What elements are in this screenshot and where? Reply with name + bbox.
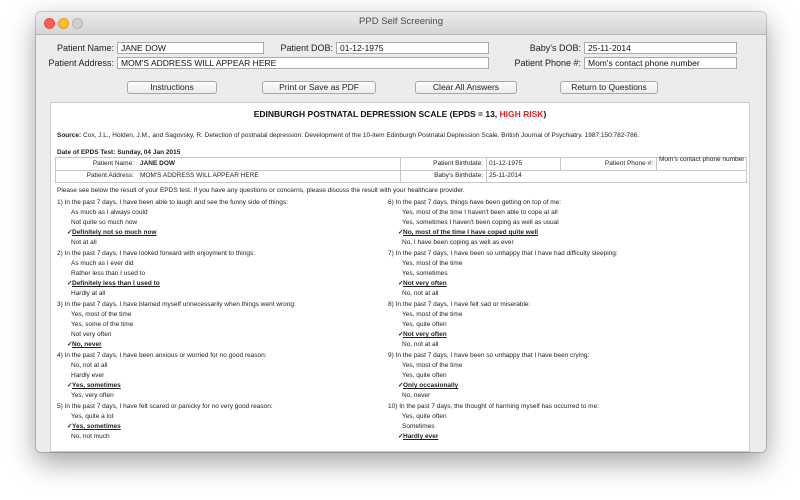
report-baby-birthdate-label: Baby's Birthdate: — [434, 172, 483, 179]
question-text: 8) In the past 7 days, I have felt sad or miserable: — [388, 301, 531, 308]
question-9 — [388, 351, 708, 401]
print-save-pdf-button[interactable]: Print or Save as PDF — [262, 81, 376, 94]
report-title: EDINBURGH POSTNATAL DEPRESSION SCALE (EPDS = 13, HIGH RISK) — [253, 109, 547, 119]
answer-option: As much as I ever did — [71, 260, 134, 267]
answer-option: Yes, most of the time — [71, 311, 132, 318]
answer-option: No, I have been coping as well as ever — [402, 239, 514, 246]
answer-option: Sometimes — [402, 423, 435, 430]
report-patient-birthdate-label: Patient Birthdate: — [433, 160, 483, 167]
source-citation: Source: Cox, J.L., Holden, J.M., and Sagovsky, R. Detection of postnatal depression: Development of the 10-item Edinburgh Postnatal Depression Scale. British Journal of Psychiatry. 1987;150:782-786. — [57, 132, 640, 139]
checkmark-icon: ✓ — [398, 229, 404, 236]
return-to-questions-button[interactable]: Return to Questions — [560, 81, 658, 94]
answer-option: Not quite so much now — [71, 219, 138, 226]
checkmark-icon: ✓ — [67, 229, 73, 236]
selected-answer — [57, 422, 377, 432]
question-text: 1) In the past 7 days, I have been able to laugh and see the funny side of things: — [57, 199, 288, 206]
selected-answer — [388, 381, 708, 391]
checkmark-icon: ✓ — [398, 433, 404, 440]
window-title: PPD Self Screening — [359, 16, 443, 27]
answer-option: Yes, quite often — [402, 321, 447, 328]
question-2 — [57, 249, 377, 299]
question-8 — [388, 300, 708, 350]
answer-option: Not at all — [71, 239, 97, 246]
question-3 — [57, 300, 377, 350]
patient-address-field[interactable]: MOM'S ADDRESS WILL APPEAR HERE — [117, 57, 489, 69]
report-intro: Please see below the result of your EPDS test. If you have any questions or concerns, please discuss the result with your healthcare provider. — [57, 187, 465, 194]
checkmark-icon: ✓ — [67, 382, 73, 389]
report-patient-phone: Mom's contact phone number — [659, 156, 745, 163]
selected-answer — [388, 432, 708, 442]
selected-answer — [57, 381, 377, 391]
answer-label: No, most of the time I have coped quite well — [403, 229, 539, 236]
question-7 — [388, 249, 708, 299]
patient-dob-label: Patient DOB: — [280, 43, 333, 53]
instructions-button[interactable]: Instructions — [127, 81, 217, 94]
report-patient-phone-label: Patient Phone #: — [604, 160, 653, 167]
question-text: 4) In the past 7 days, I have been anxious or worried for no good reason: — [57, 352, 267, 359]
answer-option: No, never — [402, 392, 431, 399]
answer-option: Hardly ever — [71, 372, 105, 379]
report-patient-address-label: Patient Address: — [86, 172, 134, 179]
answer-option: No, not at all — [402, 341, 439, 348]
answer-option: Yes, most of the time — [402, 260, 463, 267]
risk-label: HIGH RISK — [499, 109, 544, 119]
checkmark-icon: ✓ — [67, 423, 73, 430]
answer-option: Yes, quite often — [402, 372, 447, 379]
answer-option: No, not much — [71, 433, 110, 440]
answer-option: Yes, sometimes I haven't been coping as well as usual — [402, 219, 559, 226]
patient-name-label: Patient Name: — [56, 43, 114, 53]
question-text: 5) In the past 7 days, I have felt scared or panicky for no very good reason: — [57, 403, 273, 410]
report-document[interactable] — [50, 102, 750, 452]
question-text: 6) In the past 7 days, things have been getting on top of me: — [388, 199, 562, 206]
report-patient-name: JANE DOW — [140, 160, 176, 167]
checkmark-icon: ✓ — [398, 382, 404, 389]
checkmark-icon: ✓ — [398, 280, 404, 287]
answer-option: No, not at all — [71, 362, 108, 369]
question-4 — [57, 351, 377, 401]
selected-answer — [57, 279, 377, 289]
answer-option: Not very often — [71, 331, 112, 338]
checkmark-icon: ✓ — [67, 280, 73, 287]
clear-all-answers-button[interactable]: Clear All Answers — [415, 81, 517, 94]
selected-answer — [57, 340, 377, 350]
question-6 — [388, 198, 708, 248]
baby-dob-label: Baby's DOB: — [529, 43, 581, 53]
report-baby-birthdate: 25-11-2014 — [489, 172, 522, 179]
report-patient-address: MOM'S ADDRESS WILL APPEAR HERE — [140, 172, 259, 179]
answer-option: Yes, sometimes — [402, 270, 448, 277]
answer-label: Definitely not so much now — [72, 229, 157, 236]
patient-name-field[interactable]: JANE DOW — [117, 42, 264, 54]
answer-option: Yes, quite a lot — [71, 413, 114, 420]
answer-option: Yes, quite often — [402, 413, 447, 420]
answer-option: Yes, some of the time — [71, 321, 134, 328]
selected-answer — [388, 279, 708, 289]
report-patient-name-label: Patient Name: — [92, 160, 134, 167]
checkmark-icon: ✓ — [67, 341, 73, 348]
patient-dob-field[interactable]: 01-12-1975 — [336, 42, 489, 54]
answer-option: Yes, most of the time I haven't been able to cope at all — [402, 209, 558, 216]
answer-option: As much as I always could — [71, 209, 148, 216]
report-patient-birthdate: 01-12-1975 — [489, 160, 523, 167]
question-text: 7) In the past 7 days, I have been so unhappy that I have had difficulty sleeping: — [388, 250, 618, 257]
test-date: Date of EPDS Test: Sunday, 04 Jan 2015 — [57, 149, 181, 156]
question-10 — [388, 402, 708, 442]
question-text: 3) In the past 7 days, I have blamed myself unnecessarily when things went wrong: — [57, 301, 296, 308]
answer-label: Not very often — [403, 280, 447, 287]
question-5 — [57, 402, 377, 442]
title-bar — [36, 12, 766, 35]
answer-label: Definitely less than I used to — [72, 280, 160, 287]
question-text: 9) In the past 7 days, I have been so unhappy that I have been crying: — [388, 352, 590, 359]
answer-option: Yes, most of the time — [402, 362, 463, 369]
checkmark-icon: ✓ — [398, 331, 404, 338]
answer-label: No, never — [72, 341, 102, 348]
selected-answer — [57, 228, 377, 238]
answer-option: Rather less than I used to — [71, 270, 146, 277]
answer-label: Not very often — [403, 331, 447, 338]
patient-info-table — [55, 157, 747, 183]
answer-option: No, not at all — [402, 290, 439, 297]
app-window — [36, 12, 766, 452]
patient-phone-field[interactable]: Mom's contact phone number — [584, 57, 737, 69]
patient-phone-label: Patient Phone #: — [514, 58, 581, 68]
question-1 — [57, 198, 377, 248]
answer-option: Yes, most of the time — [402, 311, 463, 318]
selected-answer — [388, 228, 708, 238]
answer-label: Yes, sometimes — [72, 382, 121, 389]
patient-address-label: Patient Address: — [48, 58, 114, 68]
baby-dob-field[interactable]: 25-11-2014 — [584, 42, 737, 54]
answer-label: Only occasionally — [403, 382, 459, 389]
answer-label: Hardly ever — [403, 433, 439, 440]
selected-answer — [388, 330, 708, 340]
question-text: 2) In the past 7 days, I have looked forward with enjoyment to things: — [57, 250, 255, 257]
answer-option: Yes, very often — [71, 392, 114, 399]
question-text: 10) In the past 7 days, the thought of harming myself has occurred to me: — [388, 403, 600, 410]
answer-label: Yes, sometimes — [72, 423, 121, 430]
answer-option: Hardly at all — [71, 290, 106, 297]
